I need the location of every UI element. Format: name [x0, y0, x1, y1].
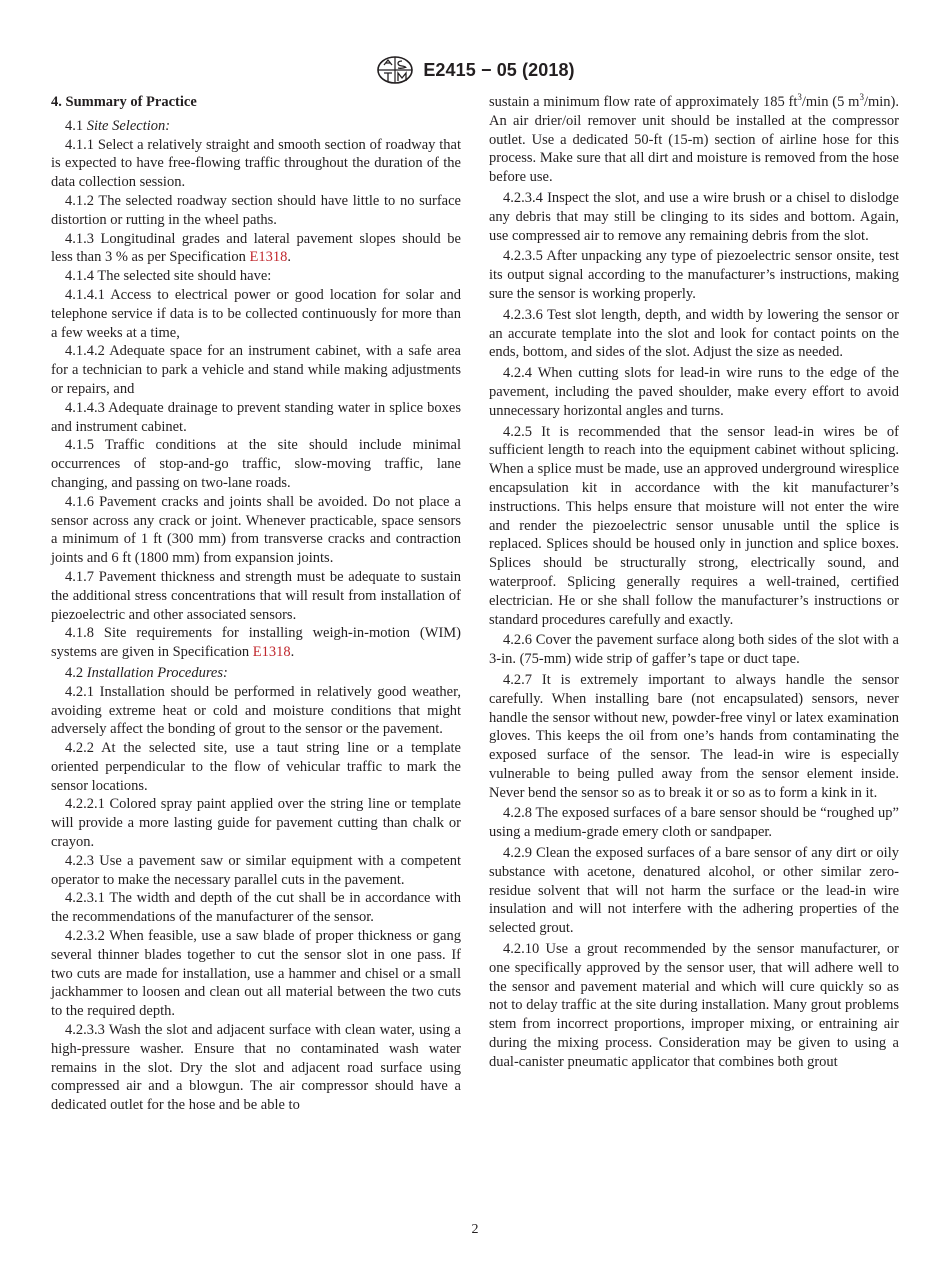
paragraph-text: 4.1.8 Site requirements for installing weigh-in-motion (WIM) systems are given in Specification: [51, 625, 461, 661]
right-column: [489, 93, 899, 1072]
paragraph-4-1-4-3: 4.1.4.3 Adequate drainage to prevent standing water in splice boxes and instrument cabinet.: [51, 399, 461, 435]
paragraph-end: .: [290, 644, 295, 661]
paragraph-4-1-7: 4.1.7 Pavement thickness and strength must be adequate to sustain the additional stress concentrations that will result from installation of piezoelectric and other associated sensors.: [51, 568, 461, 623]
paragraph-4-1-4-2: 4.1.4.2 Adequate space for an instrument cabinet, with a safe area for a technician to park a vehicle and stand while making adjustments or repairs, and: [51, 343, 461, 397]
paragraph-4-2-2-1: 4.2.2.1 Colored spray paint applied over the string line or template will provide a more lasting guide for pavement cutting than chalk or crayon.: [51, 796, 461, 851]
paragraph-4-1-8: [51, 624, 461, 662]
paragraph-4-1-4: 4.1.4 The selected site should have:: [65, 268, 272, 285]
paragraph-4-2-3-2: 4.2.3.2 When feasible, use a saw blade of proper thickness or gang several thinner blades together to cut the sensor slot in one pass. If two cuts are made for installation, use a hammer and chisel or a small jackhammer to loosen and clean out all material between the two cuts to the required depth.: [51, 928, 461, 1020]
paragraph-end: .: [287, 249, 291, 266]
paragraph-number: 4.2: [65, 664, 84, 681]
paragraph-4-1-2: 4.1.2 The selected roadway section should have little to no surface distortion or rutting in the wheel paths.: [51, 192, 461, 228]
paragraph-4-1-3: [51, 230, 461, 268]
paragraph-text: /min (5 m: [801, 94, 860, 110]
paragraph-4-2-3-1: 4.2.3.1 The width and depth of the cut shall be in accordance with the recommendations of the manufacturer of the sensor.: [51, 890, 461, 926]
paragraph-4-2-2: 4.2.2 At the selected site, use a taut string line or a template oriented perpendicular to the flow of vehicular traffic to mark the sensor locations.: [51, 740, 461, 794]
paragraph-text: /min). An air drier/oil remover unit should be installed at the compressor outlet. Use a dedicated 50-ft (15-m) section of airline hose for this process. Make sure that all dirt and moisture is removed from the hose before use.: [489, 94, 899, 186]
paragraph-4-2-6: 4.2.6 Cover the pavement surface along both sides of the slot with a 3-in. (75-mm) wide strip of gaffer’s tape or duct tape.: [489, 632, 899, 668]
paragraph-4-2-3-6: 4.2.3.6 Test slot length, depth, and width by lowering the sensor or an accurate template into the slot and look for contact points on the ends, bottom, and sides of the slot. Adjust the size as needed.: [489, 306, 899, 361]
paragraph-4-1: [51, 117, 461, 136]
reference-link-e1318[interactable]: E1318: [252, 644, 291, 661]
paragraph-number: 4.1: [65, 117, 84, 134]
paragraph-4-2: [51, 664, 461, 683]
paragraph-4-2-1: 4.2.1 Installation should be performed in relatively good weather, avoiding extreme heat or cold and moisture conditions that might adversely affect the bonding of grout to the sensor or the pavement.: [51, 683, 461, 738]
paragraph-4-1-5: 4.1.5 Traffic conditions at the site should include minimal occurrences of stop-and-go traffic, slow-moving traffic, lane changing, and passing on two-lane roads.: [51, 437, 461, 491]
paragraph-4-2-3-3-continued: [489, 93, 899, 187]
paragraph-4-2-3-4: 4.2.3.4 Inspect the slot, and use a wire brush or a chisel to dislodge any debris that may still be clinging to its sides and bottom. Again, use compressed air to remove any remaining debris from the slot.: [489, 189, 899, 244]
paragraph-4-1-6: 4.1.6 Pavement cracks and joints shall be avoided. Do not place a sensor across any crack or joint. Whenever practicable, space sensors a minimum of 1 ft (300 mm) from transverse cracks and contraction joints and 6 ft (1800 mm) from expansion joints.: [51, 493, 461, 567]
paragraph-4-1-1: 4.1.1 Select a relatively straight and smooth section of roadway that is expected to have free-flowing traffic throughout the duration of the data collection session.: [51, 136, 461, 191]
page-header: [0, 55, 950, 85]
left-column: [51, 93, 461, 1115]
subsection-title: Installation Procedures:: [86, 664, 228, 681]
paragraph-4-2-7: 4.2.7 It is extremely important to always handle the sensor carefully. When installing bare (not encapsulated) sensors, never handle the sensor without new, powder-free vinyl or latex examination gloves. This keeps the oil from one’s hands from contaminating the exposed surface of the sensor. The lead-in wire is especially vulnerable to being pulled away from the sensor element inside. Never bend the sensor so as to break it or so as to form a kink in it.: [489, 671, 899, 801]
paragraph-4-2-10: 4.2.10 Use a grout recommended by the sensor manufacturer, or one specifically approved by the sensor user, that will adhere well to the sensor and pavement material and which will cure quickly so as not to delay traffic at the site during installation. Many grout problems stem from incorrect proportions, improper mixing, or entraining air during the mixing process. Consideration may be given to using a dual-canister pneumatic applicator that combines both grout: [489, 941, 899, 1070]
paragraph-4-2-3-5: 4.2.3.5 After unpacking any type of piezoelectric sensor onsite, test its output signal according to the manufacturer’s instructions, making sure the sensor is working properly.: [489, 248, 899, 302]
paragraph-4-2-5: 4.2.5 It is recommended that the sensor lead-in wires be of sufficient length to reach into the equipment cabinet without splicing. When a splice must be made, use an approved underground wiresplice encapsulation kit in accordance with the kit manufacturer’s instructions. This helps ensure that moisture will not enter the wire and render the piezoelectric sensor unusable until the splice is replaced. Splices should be housed only in junction and splice boxes. Splices should be structurally strong, electrically sound, and waterproof. Splicing generally requires a well-trained, certified electrician. He or she shall follow the manufacturer’s instructions or standard procedures carefully and exactly.: [489, 423, 899, 628]
paragraph-4-2-3-3: 4.2.3.3 Wash the slot and adjacent surface with clean water, using a high-pressure washer. Ensure that no contaminated wash water remains in the slot. Dry the slot and adjacent road surface using compressed air and a blowgun. The air compressor should have a dedicated outlet for the hose and be able to: [51, 1022, 461, 1114]
astm-logo-icon: [375, 55, 415, 85]
superscript: 3: [797, 92, 802, 103]
paragraph-4-2-8: 4.2.8 The exposed surfaces of a bare sensor should be “roughed up” using a medium-grade emery cloth or sandpaper.: [489, 805, 899, 841]
section-title: 4. Summary of Practice: [51, 94, 197, 110]
paragraph-4-2-3: 4.2.3 Use a pavement saw or similar equipment with a competent operator to make the necessary parallel cuts in the pavement.: [51, 852, 461, 888]
paragraph-text: sustain a minimum flow rate of approximately 185 ft: [489, 94, 798, 110]
reference-link-e1318[interactable]: E1318: [249, 249, 288, 266]
subsection-title: Site Selection:: [86, 117, 171, 134]
paragraph-4-2-4: 4.2.4 When cutting slots for lead-in wire runs to the edge of the pavement, including the paved shoulder, make every effort to avoid unnecessary horizontal angles and turns.: [489, 365, 899, 419]
paragraph-4-1-4-1: 4.1.4.1 Access to electrical power or good location for solar and telephone service if data is to be collected continuously for more than a few weeks at a time,: [51, 286, 461, 341]
superscript: 3: [859, 92, 864, 103]
paragraph-text: 4.1.3 Longitudinal grades and lateral pavement slopes should be less than 3 % as per Specification: [51, 230, 461, 266]
paragraph-4-2-9: 4.2.9 Clean the exposed surfaces of a bare sensor of any dirt or oily substance with acetone, denatured alcohol, or other similar zero-residue solvent that will not harm the surface or the lead-in wire insulation and will not interfere with the adhering properties of the selected grout.: [489, 845, 899, 937]
document-designation: E2415 − 05 (2018): [423, 59, 575, 80]
page-number: 2: [471, 1222, 479, 1237]
